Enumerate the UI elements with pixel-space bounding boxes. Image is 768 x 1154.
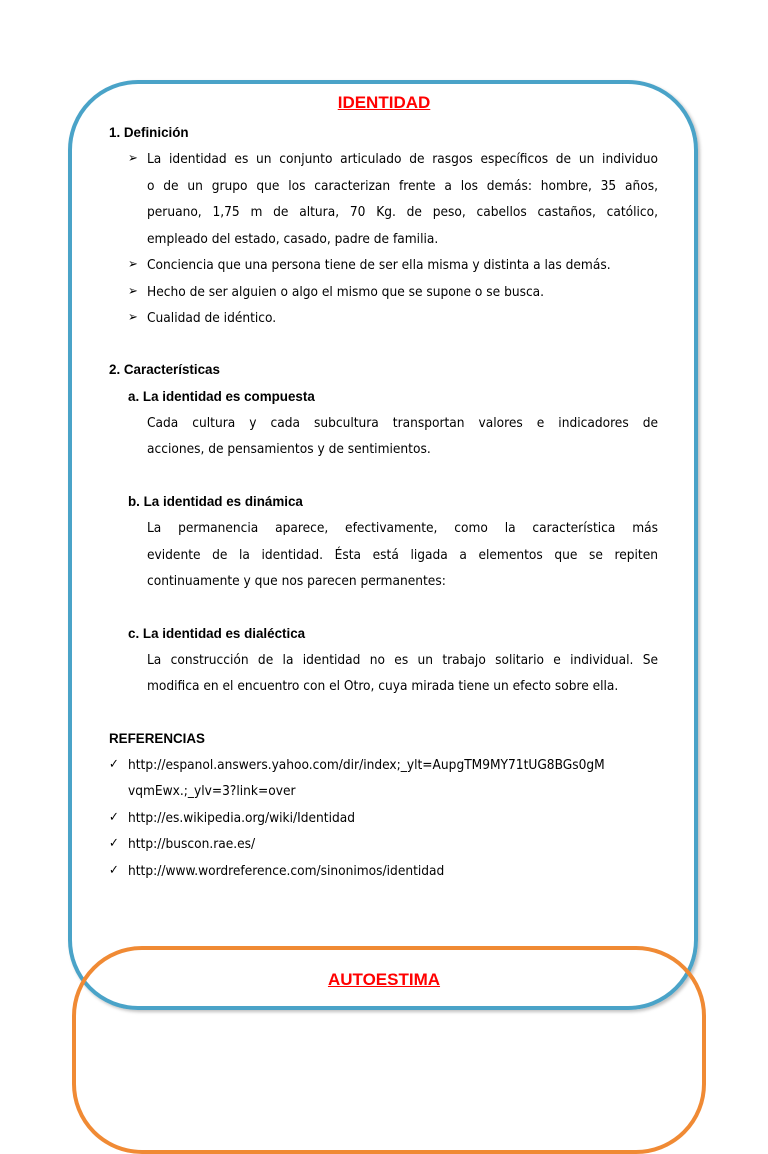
arrow-bullet-icon: ➢ xyxy=(128,151,138,166)
compuesta-line-1: Cada cultura y cada subcultura transportan valores e indicadores de xyxy=(147,415,658,431)
bullet-3: Hecho de ser alguien o algo el mismo que se supone o se busca. xyxy=(147,284,545,300)
reference-link-wikipedia[interactable]: http://es.wikipedia.org/wiki/Identidad xyxy=(128,810,355,826)
dinamica-line-1: La permanencia aparece, efectivamente, como la característica más xyxy=(147,520,658,536)
arrow-bullet-icon: ➢ xyxy=(128,310,138,325)
arrow-bullet-icon: ➢ xyxy=(128,284,138,299)
next-section-title: AUTOESTIMA xyxy=(327,970,441,989)
reference-link-rae[interactable]: http://buscon.rae.es/ xyxy=(128,836,256,852)
bullet-4: Cualidad de idéntico. xyxy=(147,310,277,326)
dialectica-line-2: modifica en el encuentro con el Otro, cuya mirada tiene un efecto sobre ella. xyxy=(147,678,619,694)
checkmark-icon: ✓ xyxy=(109,757,119,772)
bullet-1-line-2: o de un grupo que los caracterizan frente a los demás: hombre, 35 años, xyxy=(147,178,658,194)
checkmark-icon: ✓ xyxy=(109,863,119,878)
checkmark-icon: ✓ xyxy=(109,810,119,825)
dinamica-line-2: evidente de la identidad. Ésta está ligada a elementos que se repiten xyxy=(147,547,658,563)
checkmark-icon: ✓ xyxy=(109,836,119,851)
bullet-1-line-3: peruano, 1,75 m de altura, 70 Kg. de peso, cabellos castaños, católico, xyxy=(147,204,658,220)
reference-link-yahoo[interactable]: http://espanol.answers.yahoo.com/dir/index;_ylt=AupgTM9MY71tUG8BGs0gM xyxy=(128,757,605,773)
section-heading-definicion: 1. Definición xyxy=(109,125,189,140)
bullet-1-line-4: empleado del estado, casado, padre de familia. xyxy=(147,231,439,247)
references-heading: REFERENCIAS xyxy=(109,731,205,746)
dinamica-line-3: continuamente y que nos parecen permanentes: xyxy=(147,573,446,589)
page-title: IDENTIDAD xyxy=(337,93,431,112)
subheading-dinamica: b. La identidad es dinámica xyxy=(128,494,303,509)
bullet-2: Conciencia que una persona tiene de ser ella misma y distinta a las demás. xyxy=(147,257,611,273)
arrow-bullet-icon: ➢ xyxy=(128,257,138,272)
subheading-compuesta: a. La identidad es compuesta xyxy=(128,389,315,404)
reference-link-wordreference[interactable]: http://www.wordreference.com/sinonimos/identidad xyxy=(128,863,445,879)
dialectica-line-1: La construcción de la identidad no es un trabajo solitario e individual. Se xyxy=(147,652,658,668)
bullet-1-line-1: La identidad es un conjunto articulado de rasgos específicos de un individuo xyxy=(147,151,658,167)
compuesta-line-2: acciones, de pensamientos y de sentimientos. xyxy=(147,441,431,457)
section-heading-caracteristicas: 2. Características xyxy=(109,362,220,377)
reference-link-yahoo-cont[interactable]: vqmEwx.;_ylv=3?link=over xyxy=(128,783,296,799)
subheading-dialectica: c. La identidad es dialéctica xyxy=(128,626,306,641)
